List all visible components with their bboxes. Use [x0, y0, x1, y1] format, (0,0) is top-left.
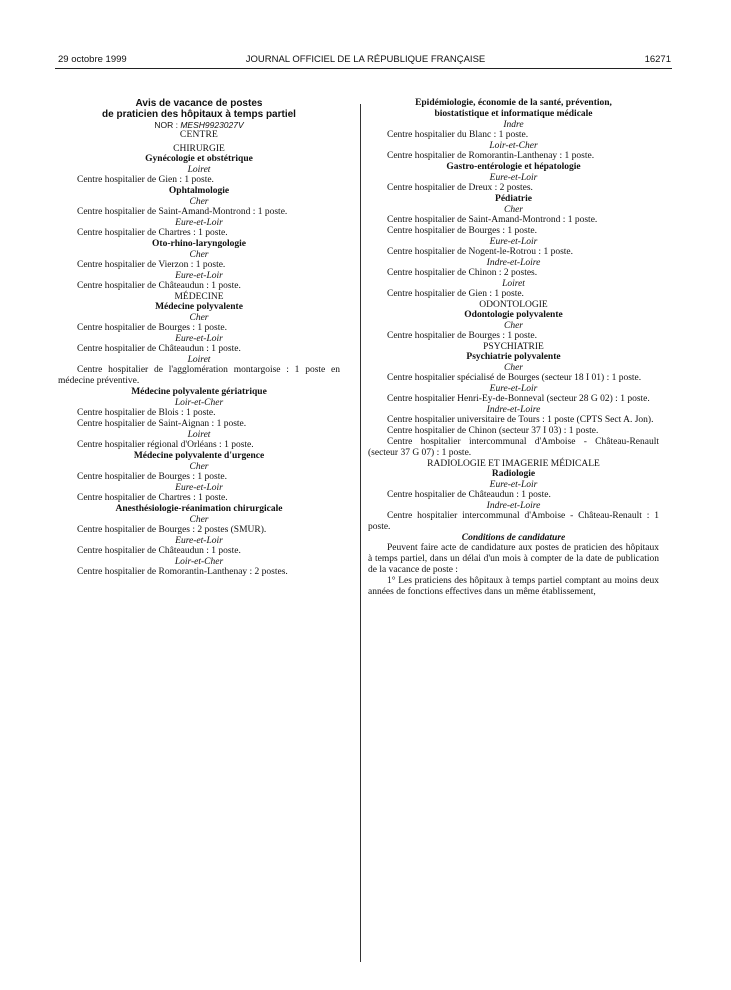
department-heading: Eure-et-Loir	[489, 237, 538, 247]
notice-title-line-1: Avis de vacance de postes	[135, 98, 263, 109]
post-entry: Centre hospitalier du Blanc : 1 poste.	[387, 130, 529, 140]
post-entry: Centre hospitalier de Chinon : 2 postes.	[387, 268, 538, 278]
department-heading: Eure-et-Loir	[175, 218, 223, 228]
section-heading: CHIRURGIE	[173, 144, 225, 154]
section-heading: ODONTOLOGIE	[479, 300, 548, 310]
specialty-heading-line-2: biostatistique et informatique médicale	[434, 109, 593, 119]
header-page-number: 16271	[644, 54, 671, 65]
department-heading: Cher	[504, 363, 523, 373]
department-heading: Loir-et-Cher	[174, 398, 224, 408]
post-entry: Centre hospitalier intercommunal d'Amboise - Château-Renault (secteur 37 G 07) : 1 poste.	[368, 437, 659, 458]
specialty-heading: Psychiatrie polyvalente	[466, 352, 561, 362]
notice-title-line-2: de praticien des hôpitaux à temps partiel	[102, 109, 296, 120]
department-heading: Loiret	[502, 279, 525, 289]
department-heading: Loiret	[187, 165, 211, 175]
nor-label: NOR :	[154, 120, 178, 130]
nor-code: MESH9923027V	[180, 120, 244, 130]
post-entry: Centre hospitalier de Saint-Amand-Montrond : 1 poste.	[77, 207, 288, 217]
specialty-heading	[368, 98, 659, 120]
department-heading: Loiret	[187, 430, 211, 440]
specialty-heading: Oto-rhino-laryngologie	[152, 239, 246, 249]
department-heading: Indre-et-Loire	[486, 501, 541, 511]
left-column	[58, 98, 340, 578]
department-heading: Cher	[504, 321, 523, 331]
section-heading: RADIOLOGIE ET IMAGERIE MÉDICALE	[427, 459, 600, 469]
column-divider	[360, 104, 361, 962]
post-entry: Centre hospitalier de Chinon (secteur 37 I 03) : 1 poste.	[387, 426, 599, 436]
specialty-heading: Pédiatrie	[495, 194, 532, 204]
specialty-heading: Gastro-entérologie et hépatologie	[446, 162, 581, 172]
post-entry: Centre hospitalier de Bourges : 2 postes (SMUR).	[77, 525, 267, 535]
post-entry: Centre hospitalier universitaire de Tours : 1 poste (CPTS Sect A. Jon).	[387, 415, 654, 425]
department-heading: Eure-et-Loir	[489, 173, 538, 183]
department-heading: Loir-et-Cher	[489, 141, 538, 151]
post-entry: Centre hospitalier de Gien : 1 poste.	[387, 289, 524, 299]
department-heading: Eure-et-Loir	[175, 536, 223, 546]
post-entry: Centre hospitalier Henri-Ey-de-Bonneval (secteur 28 G 02) : 1 poste.	[387, 394, 650, 404]
post-entry: Centre hospitalier de Châteaudun : 1 poste.	[77, 546, 241, 556]
specialty-heading: Médecine polyvalente	[155, 302, 243, 312]
specialty-heading: Anesthésiologie-réanimation chirurgicale	[115, 504, 283, 514]
specialty-heading: Médecine polyvalente d'urgence	[133, 451, 265, 461]
post-entry: Centre hospitalier de Bourges : 1 poste.	[77, 472, 227, 482]
department-heading: Cher	[504, 205, 523, 215]
post-entry: Centre hospitalier de Bourges : 1 poste.	[387, 226, 537, 236]
specialty-heading: Radiologie	[491, 469, 536, 479]
department-heading: Loir-et-Cher	[174, 557, 224, 567]
post-entry: Centre hospitalier de Châteaudun : 1 poste.	[387, 490, 551, 500]
post-entry: Centre hospitalier de Bourges : 1 poste.	[387, 331, 537, 341]
department-heading: Loiret	[187, 355, 211, 365]
nor-reference	[58, 120, 340, 130]
post-entry: Centre hospitalier de Bourges : 1 poste.	[77, 323, 227, 333]
post-entry: Centre hospitalier de Saint-Aignan : 1 poste.	[77, 419, 247, 429]
post-entry: Centre hospitalier spécialisé de Bourges (secteur 18 I 01) : 1 poste.	[387, 373, 642, 383]
region-heading: CENTRE	[179, 130, 219, 140]
post-entry: Centre hospitalier de l'agglomération montargoise : 1 poste en médecine préventive.	[58, 365, 340, 386]
post-entry: Centre hospitalier intercommunal d'Amboise - Château-Renault : 1 poste.	[368, 511, 659, 532]
department-heading: Eure-et-Loir	[175, 483, 223, 493]
department-heading: Indre-et-Loire	[486, 405, 541, 415]
department-heading: Eure-et-Loir	[175, 271, 223, 281]
specialty-heading: Ophtalmologie	[168, 186, 230, 196]
post-entry: Centre hospitalier de Blois : 1 poste.	[77, 408, 216, 418]
post-entry: Centre hospitalier de Châteaudun : 1 poste.	[77, 344, 241, 354]
header-rule	[55, 68, 672, 69]
header-journal-title: JOURNAL OFFICIEL DE LA RÉPUBLIQUE FRANÇAISE	[245, 54, 486, 65]
specialty-heading: Médecine polyvalente gériatrique	[131, 387, 267, 397]
conditions-paragraph: Peuvent faire acte de candidature aux postes de praticien des hôpitaux à temps partiel, dans un délai d'un mois à compter de la date de publication de la vacance de poste :	[368, 543, 659, 575]
post-entry: Centre hospitalier de Chartres : 1 poste.	[77, 228, 228, 238]
right-column	[368, 98, 659, 598]
section-heading: MÉDECINE	[174, 292, 224, 302]
header-date: 29 octobre 1999	[58, 54, 127, 65]
post-entry: Centre hospitalier de Gien : 1 poste.	[77, 175, 214, 185]
department-heading: Indre-et-Loire	[486, 258, 541, 268]
department-heading: Eure-et-Loir	[489, 384, 538, 394]
department-heading: Eure-et-Loir	[175, 334, 223, 344]
post-entry: Centre hospitalier de Châteaudun : 1 poste.	[77, 281, 241, 291]
notice-title	[58, 98, 340, 120]
post-entry: Centre hospitalier régional d'Orléans : 1 poste.	[77, 440, 254, 450]
department-heading: Indre	[503, 120, 524, 130]
specialty-heading: Gynécologie et obstétrique	[145, 154, 253, 164]
department-heading: Cher	[189, 197, 209, 207]
department-heading: Cher	[189, 313, 209, 323]
post-entry: Centre hospitalier de Romorantin-Lanthenay : 1 poste.	[387, 151, 595, 161]
post-entry: Centre hospitalier de Chartres : 1 poste.	[77, 493, 228, 503]
post-entry: Centre hospitalier de Nogent-le-Rotrou : 1 poste.	[387, 247, 573, 257]
department-heading: Cher	[189, 250, 209, 260]
conditions-heading: Conditions de candidature	[461, 533, 566, 543]
department-heading: Cher	[189, 462, 209, 472]
post-entry: Centre hospitalier de Saint-Amand-Montrond : 1 poste.	[387, 215, 598, 225]
specialty-heading-line-1: Epidémiologie, économie de la santé, prévention,	[415, 98, 612, 108]
conditions-paragraph: 1° Les praticiens des hôpitaux à temps partiel comptant au moins deux années de fonctions effectives dans un même établissement,	[368, 576, 659, 597]
post-entry: Centre hospitalier de Dreux : 2 postes.	[387, 183, 533, 193]
department-heading: Eure-et-Loir	[489, 480, 538, 490]
post-entry: Centre hospitalier de Romorantin-Lanthenay : 2 postes.	[77, 567, 288, 577]
section-heading: PSYCHIATRIE	[483, 342, 544, 352]
post-entry: Centre hospitalier de Vierzon : 1 poste.	[77, 260, 226, 270]
specialty-heading: Odontologie polyvalente	[464, 310, 563, 320]
department-heading: Cher	[189, 515, 209, 525]
